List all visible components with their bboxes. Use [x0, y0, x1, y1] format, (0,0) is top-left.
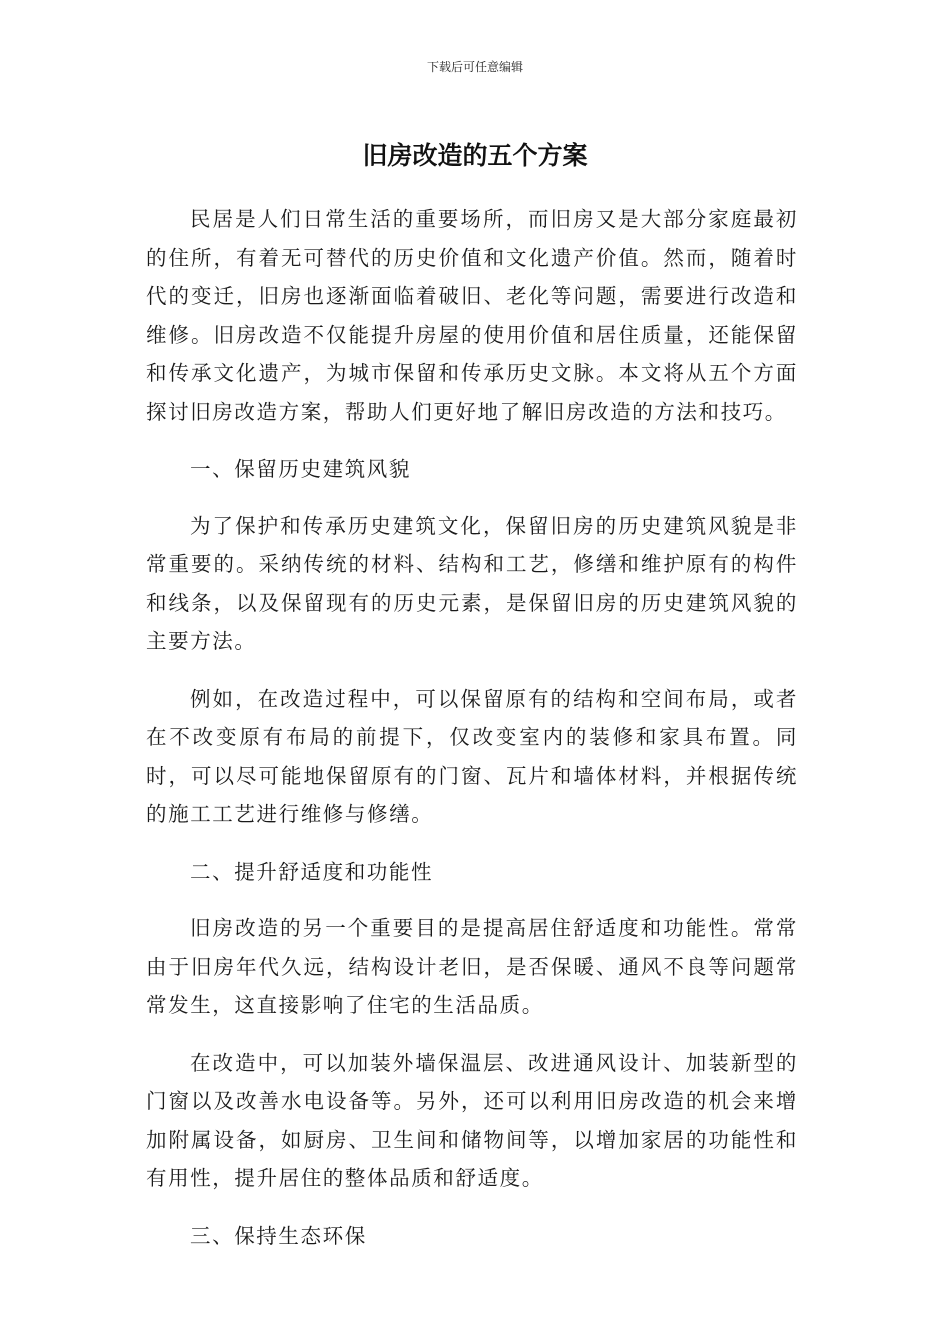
section-2-paragraph-1: 旧房改造的另一个重要目的是提高居住舒适度和功能性。常常由于旧房年代久远，结构设计老旧，是否保暖、通风不良等问题常常发生，这直接影响了住宅的生活品质。: [146, 916, 798, 1017]
section-heading-3: 三、保持生态环保: [190, 1223, 367, 1248]
document-title: 旧房改造的五个方案: [362, 141, 588, 170]
section-1-paragraph-1: 为了保护和传承历史建筑文化，保留旧房的历史建筑风貌是非常重要的。采纳传统的材料、结构和工艺，修缮和维护原有的构件和线条，以及保留现有的历史元素，是保留旧房的历史建筑风貌的主要方法。: [146, 513, 798, 653]
section-heading-1: 一、保留历史建筑风貌: [190, 457, 411, 481]
header-note: 下载后可任意编辑: [426, 60, 523, 74]
section-1-paragraph-2: 例如，在改造过程中，可以保留原有的结构和空间布局，或者在不改变原有布局的前提下，仅改变室内的装修和家具布置。同时，可以尽可能地保留原有的门窗、瓦片和墙体材料，并根据传统的施工工艺进行维修与修缮。: [146, 686, 798, 826]
document-body: [146, 200, 798, 1273]
section-heading-2: 二、提升舒适度和功能性: [190, 859, 434, 884]
intro-paragraph: 民居是人们日常生活的重要场所，而旧房又是大部分家庭最初的住所，有着无可替代的历史价值和文化遗产价值。然而，随着时代的变迁，旧房也逐渐面临着破旧、老化等问题，需要进行改造和维修。旧房改造不仅能提升房屋的使用价值和居住质量，还能保留和传承文化遗产，为城市保留和传承历史文脉。本文将从五个方面探讨旧房改造方案，帮助人们更好地了解旧房改造的方法和技巧。: [146, 207, 798, 424]
section-2-paragraph-2: 在改造中，可以加装外墙保温层、改进通风设计、加装新型的门窗以及改善水电设备等。另外，还可以利用旧房改造的机会来增加附属设备，如厨房、卫生间和储物间等，以增加家居的功能性和有用性，提升居住的整体品质和舒适度。: [146, 1050, 798, 1190]
